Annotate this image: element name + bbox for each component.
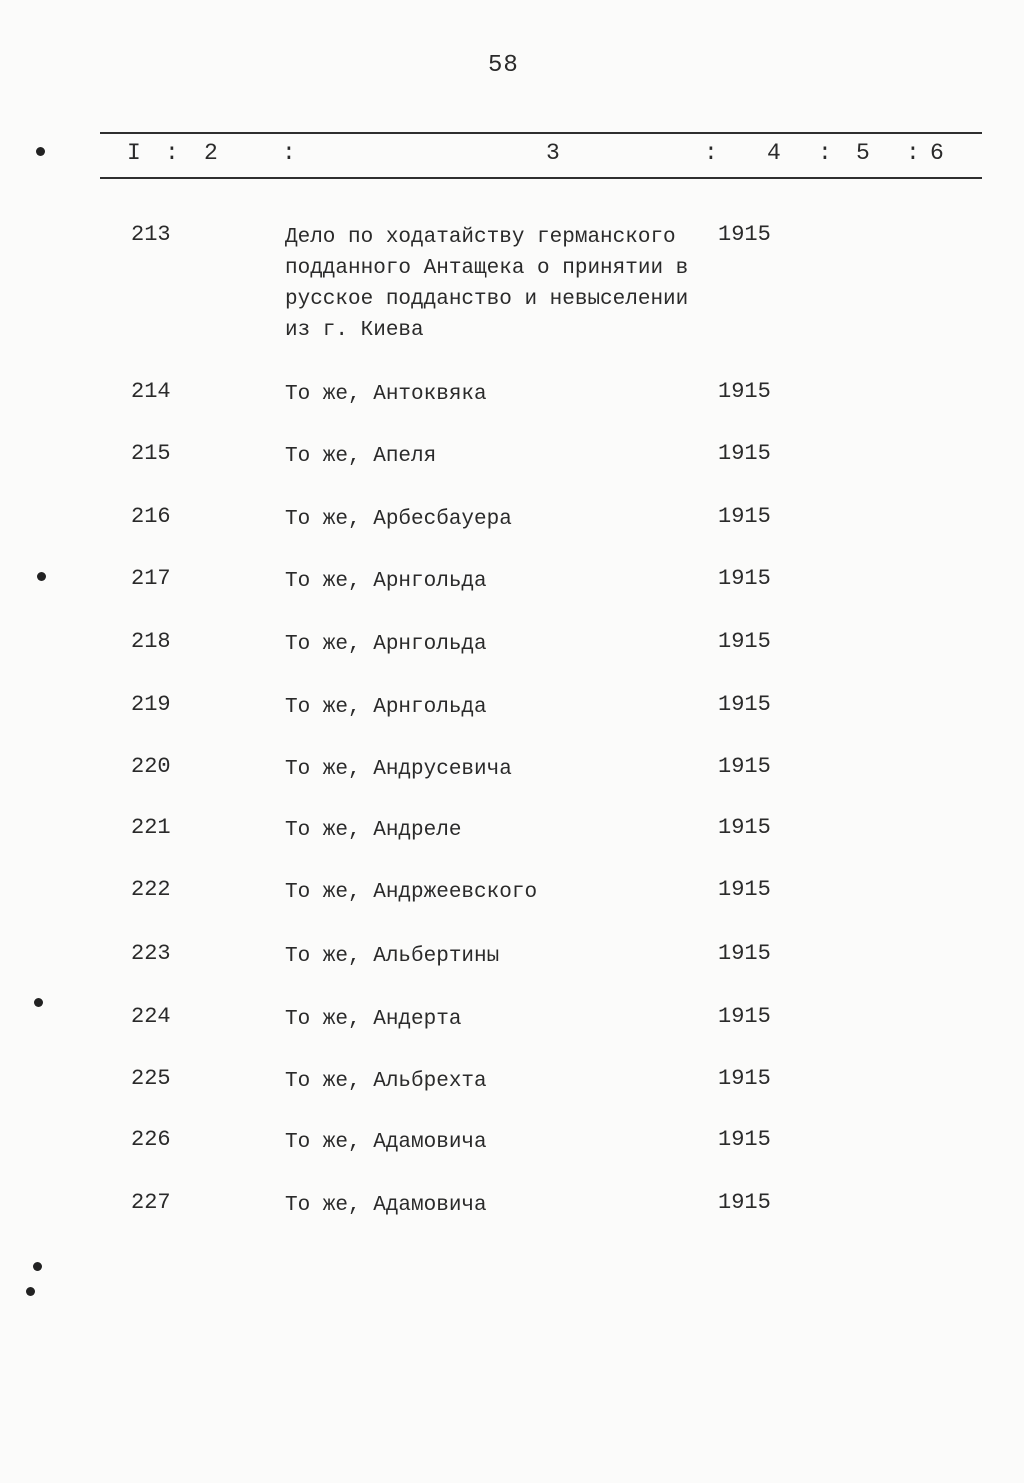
row-title: То же, Адамовича xyxy=(285,1131,487,1154)
header-col-5: 5 xyxy=(856,140,870,166)
row-number: 218 xyxy=(131,629,171,654)
header-col-2: 2 xyxy=(204,140,218,166)
row-title: То же, Андреле xyxy=(285,819,462,842)
row-number: 217 xyxy=(131,566,171,591)
row-year: 1915 xyxy=(718,1066,771,1091)
row-year: 1915 xyxy=(718,754,771,779)
row-number: 226 xyxy=(131,1127,171,1152)
row-title: То же, Адамовича xyxy=(285,1194,487,1217)
row-title: То же, Андерта xyxy=(285,1008,462,1031)
row-number: 220 xyxy=(131,754,171,779)
row-number: 213 xyxy=(131,222,171,247)
header-separator: : xyxy=(906,140,920,166)
row-year: 1915 xyxy=(718,441,771,466)
row-title: То же, Альбрехта xyxy=(285,1070,487,1093)
row-title: То же, Арнгольда xyxy=(285,633,487,656)
row-title: То же, Апеля xyxy=(285,445,437,468)
binder-hole-mark xyxy=(26,1287,35,1296)
row-year: 1915 xyxy=(718,222,771,247)
row-number: 224 xyxy=(131,1004,171,1029)
row-title: Дело по ходатайству германского подданного Антащека о принятии в русское подданство и невыселении из г. Киева xyxy=(285,226,689,342)
row-title: То же, Антоквяка xyxy=(285,383,487,406)
binder-hole-mark xyxy=(37,572,46,581)
header-col-3: 3 xyxy=(546,140,560,166)
row-year: 1915 xyxy=(718,629,771,654)
binder-hole-mark xyxy=(36,147,45,156)
header-separator: : xyxy=(704,140,718,166)
row-title: То же, Арнгольда xyxy=(285,570,487,593)
row-number: 227 xyxy=(131,1190,171,1215)
header-col-1: I xyxy=(127,140,141,166)
row-year: 1915 xyxy=(718,815,771,840)
row-number: 223 xyxy=(131,941,171,966)
row-title: То же, Андрусевича xyxy=(285,758,512,781)
binder-hole-mark xyxy=(33,1262,42,1271)
row-year: 1915 xyxy=(718,566,771,591)
row-year: 1915 xyxy=(718,379,771,404)
row-year: 1915 xyxy=(718,941,771,966)
row-number: 225 xyxy=(131,1066,171,1091)
row-year: 1915 xyxy=(718,1004,771,1029)
row-number: 219 xyxy=(131,692,171,717)
header-separator: : xyxy=(818,140,832,166)
binder-hole-mark xyxy=(34,998,43,1007)
row-number: 215 xyxy=(131,441,171,466)
row-number: 214 xyxy=(131,379,171,404)
row-year: 1915 xyxy=(718,877,771,902)
row-year: 1915 xyxy=(718,692,771,717)
row-year: 1915 xyxy=(718,1127,771,1152)
row-title: То же, Андржеевского xyxy=(285,881,538,904)
row-title: То же, Арнгольда xyxy=(285,696,487,719)
row-number: 216 xyxy=(131,504,171,529)
header-top-rule xyxy=(100,132,982,134)
row-year: 1915 xyxy=(718,1190,771,1215)
row-number: 221 xyxy=(131,815,171,840)
row-number: 222 xyxy=(131,877,171,902)
row-title: То же, Арбесбауера xyxy=(285,508,512,531)
header-col-4: 4 xyxy=(767,140,781,166)
header-separator: : xyxy=(282,140,296,166)
header-bottom-rule xyxy=(100,177,982,179)
header-col-6: 6 xyxy=(930,140,944,166)
header-separator: : xyxy=(165,140,179,166)
row-year: 1915 xyxy=(718,504,771,529)
page-number: 58 xyxy=(488,52,519,79)
row-title: То же, Альбертины xyxy=(285,945,500,968)
